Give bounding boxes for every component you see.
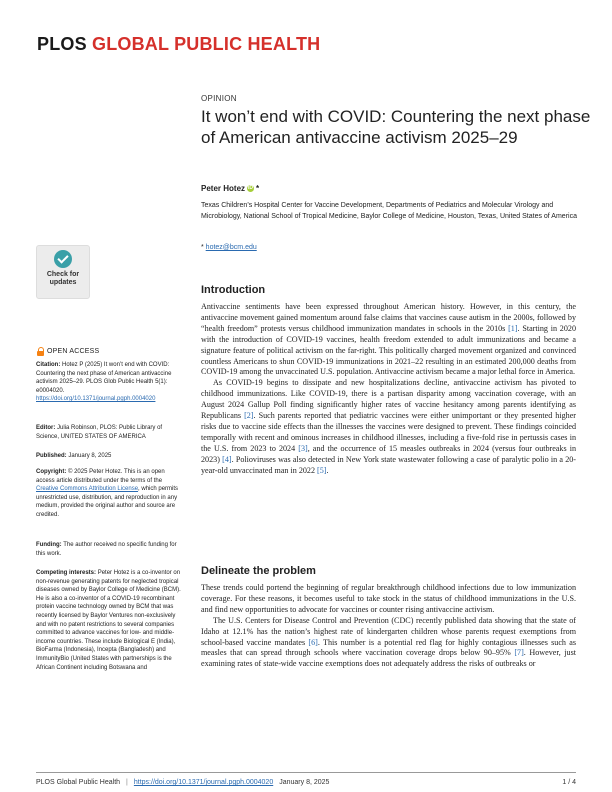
citation-ref-1[interactable]: [1] [508,323,518,333]
check-updates-line1: Check for [46,271,80,278]
delineate-paragraph-2 [201,616,576,671]
intro-p1-text-a: Antivaccine sentiments have been expressed throughout American history. However, in this century, the antivaccine movement gained momentum around false claims that vaccines cause autism in the 2000s, followed by “health freedom” protests versus childhood immunization mandates in schools in the 2010s [201,302,576,333]
email-prefix: * [201,244,206,251]
funding-block [36,541,183,558]
intro-p2-text-c: , and the occurrence of 15 measles outbreaks in 2024 (versus four outbreaks in 2023) [201,443,576,464]
page-footer [36,779,576,786]
intro-p2-text-e: . [326,465,329,475]
article-type: OPINION [201,94,237,103]
page-number: 1 / 4 [562,779,576,786]
competing-interests-block [36,569,183,672]
funding-text: The author received no specific funding for this work. [36,542,177,557]
published-label: Published: [36,453,67,459]
footer-journal: PLOS Global Public Health [36,779,121,786]
orcid-icon[interactable]: iD [248,185,254,191]
competing-text: Peter Hotez is a co-inventor on non-revenue generating patents for neglected tropical diseases owned by Baylor College of Medicine (BCM). He is also a co-inventor of a COVID-19 recombinant protein vaccine technology owned by BCM that was recently licensed by Baylor Ventures non-exclusively and with no patent restrictions to several companies committed to advance vaccines for low- and middle-income countries. These include Biological E (India), BioFarma (Indonesia), Incepta (Bangladesh) and ImmunityBio (United States with partnerships is the African Continent including Botswana and [36,570,181,671]
license-link[interactable]: Creative Commons Attribution License [36,486,139,493]
intro-p2-text-d: . Polioviruses was also detected in New York state wastewater following a case of paralytic polio in a 20-year-old unvaccinated man in 2022 [201,454,576,475]
author-line [201,184,259,193]
open-access-badge [37,347,99,356]
copyright-block [36,468,183,520]
editor-text: Julia Robinson, PLOS: Public Library of Science, UNITED STATES OF AMERICA [36,425,163,440]
editor-label: Editor: [36,425,56,431]
intro-paragraph-2 [201,378,576,476]
corresponding-email [201,244,257,251]
citation-ref-6[interactable]: [6] [308,637,318,647]
citation-ref-4[interactable]: [4] [222,454,232,464]
logo-journal: GLOBAL PUBLIC HEALTH [92,34,321,54]
citation-label: Citation: [36,362,61,368]
delineate-p2-text-b: . This number is a potential red flag for highly contagious illnesses such as measles that can spread through schools where vaccination coverage drops below 90–95% [201,637,577,658]
delineate-paragraph-1: These trends could portend the beginning of regular breakthrough childhood infections due to low immunization coverage. For these reasons, it becomes useful to take stock in the status of childhood immunizations in the U.S. and find new opportunities to advocate for vaccines or counter rising antivaccine activism. [201,583,576,614]
author-name[interactable]: Peter Hotez [201,184,246,193]
intro-p2-text-a: As COVID-19 begins to dissipate and new hospitalizations decline, antivaccine activism has pivoted to childhood immunizations. Like COVID-19, there is a partisan disparity among vaccination coverage, with an August 2024 Gallup Poll finding significantly higher rates of vaccine hesitancy among parents identifying as Republicans [201,378,576,421]
citation-doi-link[interactable]: https://doi.org/10.1371/journal.pgph.0004020 [36,396,156,403]
open-access-label: OPEN ACCESS [47,348,100,355]
citation-block [36,361,183,404]
journal-logo[interactable] [37,34,320,55]
check-for-updates-icon [54,250,72,268]
copyright-label: Copyright: [36,469,67,475]
footer-doi-link[interactable]: https://doi.org/10.1371/journal.pgph.0004020 [133,779,274,786]
author-affiliation: Texas Children’s Hospital Center for Vaccine Development, Departments of Pediatrics and Molecular Virology and Microbiology, National School of Tropical Medicine, Baylor College of Medicine, Houston, Texas, United States of America [201,202,577,220]
open-access-lock-icon [37,347,44,356]
citation-ref-7[interactable]: [7] [514,648,524,658]
section-heading-delineate: Delineate the problem [201,565,316,577]
delineate-p2-text-a: The U.S. Centers for Disease Control and Prevention (CDC) recently published data showing that the state of Idaho at 12.1% has the nation’s highest rate of kindergarten children whose parents request exemptions from school-based vaccine mandates [201,615,576,647]
delineate-body [201,583,576,670]
delineate-p2-text-c: . However, just examining rates of state-wide vaccine exemptions does not adequately address the risks of outbreaks or [201,648,576,669]
footer-date: January 8, 2025 [279,779,330,786]
intro-p1-text-b: . Starting in 2020 with the introduction of COVID-19 vaccines, health freedom extended to adult immunizations and became a signature feature of political activism on the far-right. This politically charged movement organized and convinced countless Americans to shun COVID-19 immunizations in 2021–22 resulting in an estimated 200,000 deaths from COVID-19 among the unvaccinated U.S. population. Antivaccine activism became a major lethal force in America. [201,323,576,377]
check-updates-line2: updates [49,279,77,286]
section-heading-introduction: Introduction [201,284,266,296]
citation-text: Hotez P (2025) It won’t end with COVID: Countering the next phase of American antivaccine activism 2025–29. PLOS Glob Public Health 5(1): e0004020. [36,362,172,394]
copyright-text-2: , which permits unrestricted use, distribution, and reproduction in any medium, provided the original author and source are credited. [36,486,179,518]
citation-ref-2[interactable]: [2] [244,411,254,421]
published-date: January 8, 2025 [68,453,112,459]
intro-p2-text-b: . Such parents reported that pediatric vaccines were either unimportant or they presented higher risks due to vaccine side effects than the illnesses the vaccines were designed to prevent. These findings coincided temporally with recent and ominous increases in childhood illnesses, including a five-fold rise in pertussis cases in the U.S. from 2023 to 2024 [201,411,576,453]
article-title: It won’t end with COVID: Countering the next phase of American antivaccine activism 2025–29 [201,107,591,147]
copyright-text-1: © 2025 Peter Hotez. This is an open access article distributed under the terms of the [36,469,165,484]
email-link[interactable]: hotez@bcm.edu [205,244,257,251]
introduction-body [201,302,576,477]
check-for-updates-badge[interactable] [36,245,90,299]
published-block [36,452,183,461]
citation-ref-5[interactable]: [5] [317,465,327,475]
footer-divider [36,772,576,773]
footer-separator: | [126,779,128,786]
competing-label: Competing interests: [36,570,97,576]
citation-ref-3[interactable]: [3] [298,443,308,453]
corresponding-mark: * [256,184,260,193]
editor-block [36,424,183,441]
intro-paragraph-1 [201,302,576,378]
funding-label: Funding: [36,542,62,548]
logo-brand: PLOS [37,34,87,54]
